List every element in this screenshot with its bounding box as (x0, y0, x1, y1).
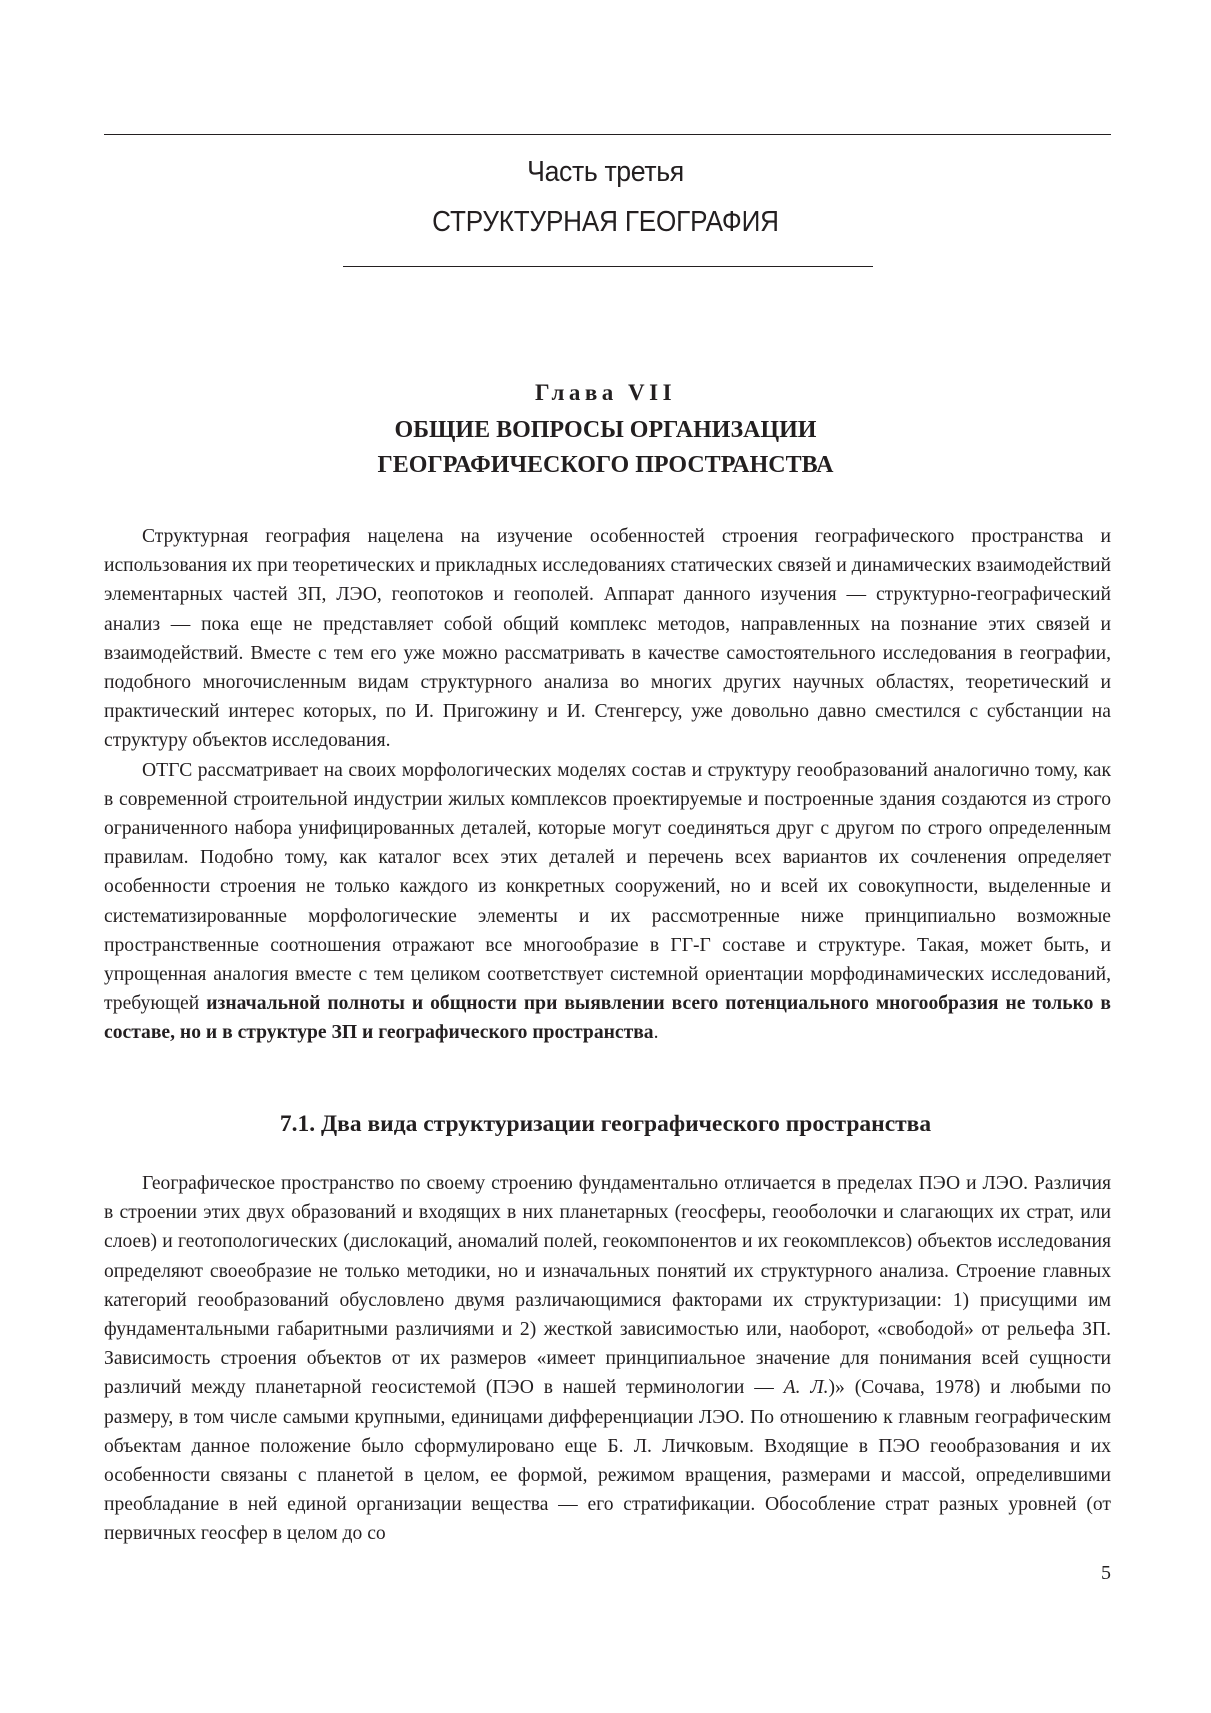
intro-paragraph-2-end: . (653, 1022, 659, 1044)
intro-paragraph-2-emphasis: изначальной полноты и общности при выявлении всего потенциального многообразия не только в составе, но и в структуре ЗП и географического пространства (104, 993, 1112, 1044)
page-number: 5 (1101, 1562, 1111, 1584)
section-heading: 7.1. Два вида структуризации географического пространства (279, 1111, 932, 1137)
part-title: СТРУКТУРНАЯ ГЕОГРАФИЯ (432, 206, 779, 238)
chapter-title (0, 413, 1211, 483)
chapter-title-line-2: ГЕОГРАФИЧЕСКОГО ПРОСТРАНСТВА (377, 452, 834, 478)
intro-paragraph-2 (104, 756, 1111, 1048)
intro-text (104, 522, 1111, 1048)
part-label: Часть третья (527, 156, 684, 188)
part-title-rule (343, 266, 873, 267)
section-paragraph-1 (104, 1169, 1111, 1549)
section-paragraph-end: )» (Сочава, 1978) и любыми по размеру, в том числе самыми крупными, единицами дифференциации ЛЭО. По отношению к главным географическим объектам данное положение было сформулировано еще Б. Л. Личковым. Входящие в ПЭО геообразования и их особенности связаны с планетой в целом, ее формой, режимом вращения, размерами и массой, определившими преобладание в ней единой организации вещества — его стратификации. Обособление страт разных уровней (от первичных геосфер в целом до со (104, 1377, 1111, 1545)
section-paragraph-start: Географическое пространство по своему строению фундаментально отличается в пределах ПЭО и ЛЭО. Различия в строении этих двух образований и входящих в них планетарных (геосферы, геооболочки и слагающих их страт, или слоев) и геотопологических (дислокаций, аномалий полей, геокомпонентов и их геокомплексов) объектов исследования определяют своеобразие не только методики, но и изначальных понятий их структурного анализа. Строение главных категорий геообразований обусловлено двумя различающимися факторами их структуризации: 1) присущими им фундаментальными габаритными различиями и 2) жесткой зависимостью или, наоборот, «свободой» от рельефа ЗП. Зависимость строения объектов от их размеров «имеет принципиальное значение для понимания всей сущности различий между планетарной геосистемой (ПЭО в нашей терминологии — (104, 1173, 1111, 1399)
intro-paragraph-2-start: ОТГС рассматривает на своих морфологических моделях состав и структуру геообразований аналогично тому, как в современной строительной индустрии жилых комплексов проектируемые и построенные здания создаются из строго ограниченного набора унифицированных деталей, которые могут соединяться друг с другом по строго определенным правилам. Подобно тому, как каталог всех этих деталей и перечень всех вариантов их сочленения определяет особенности строения не только каждого из конкретных сооружений, но и всей их совокупности, выделенные и систематизированные морфологические элементы и их рассмотренные ниже принципиально возможные пространственные соотношения отражают все многообразие в ГГ-Г составе и структуре. Такая, может быть, и упрощенная аналогия вместе с тем целиком соответствует системной ориентации морфодинамических исследований, требующей (104, 759, 1111, 1015)
top-rule (104, 134, 1111, 135)
section-text (104, 1169, 1111, 1549)
intro-paragraph-1: Структурная география нацелена на изучение особенностей строения географического пространства и использования их при теоретических и прикладных исследованиях статических связей и динамических взаимодействий элементарных частей ЗП, ЛЭО, геопотоков и геополей. Аппарат данного изучения — структурно-географический анализ — пока еще не представляет собой общий комплекс методов, направленных на познание этих связей и взаимодействий. Вместе с тем его уже можно рассматривать в качестве самостоятельного исследования в географии, подобного многочисленным видам структурного анализа во многих других научных областях, теоретический и практический интерес которых, по И. Пригожину и И. Стенгерсу, уже довольно давно сместился с субстанции на структуру объектов исследования. (104, 526, 1111, 752)
chapter-label: Глава VII (534, 380, 677, 405)
chapter-title-line-1: ОБЩИЕ ВОПРОСЫ ОРГАНИЗАЦИИ (394, 417, 817, 443)
section-paragraph-author-initials: А. Л. (783, 1377, 829, 1399)
